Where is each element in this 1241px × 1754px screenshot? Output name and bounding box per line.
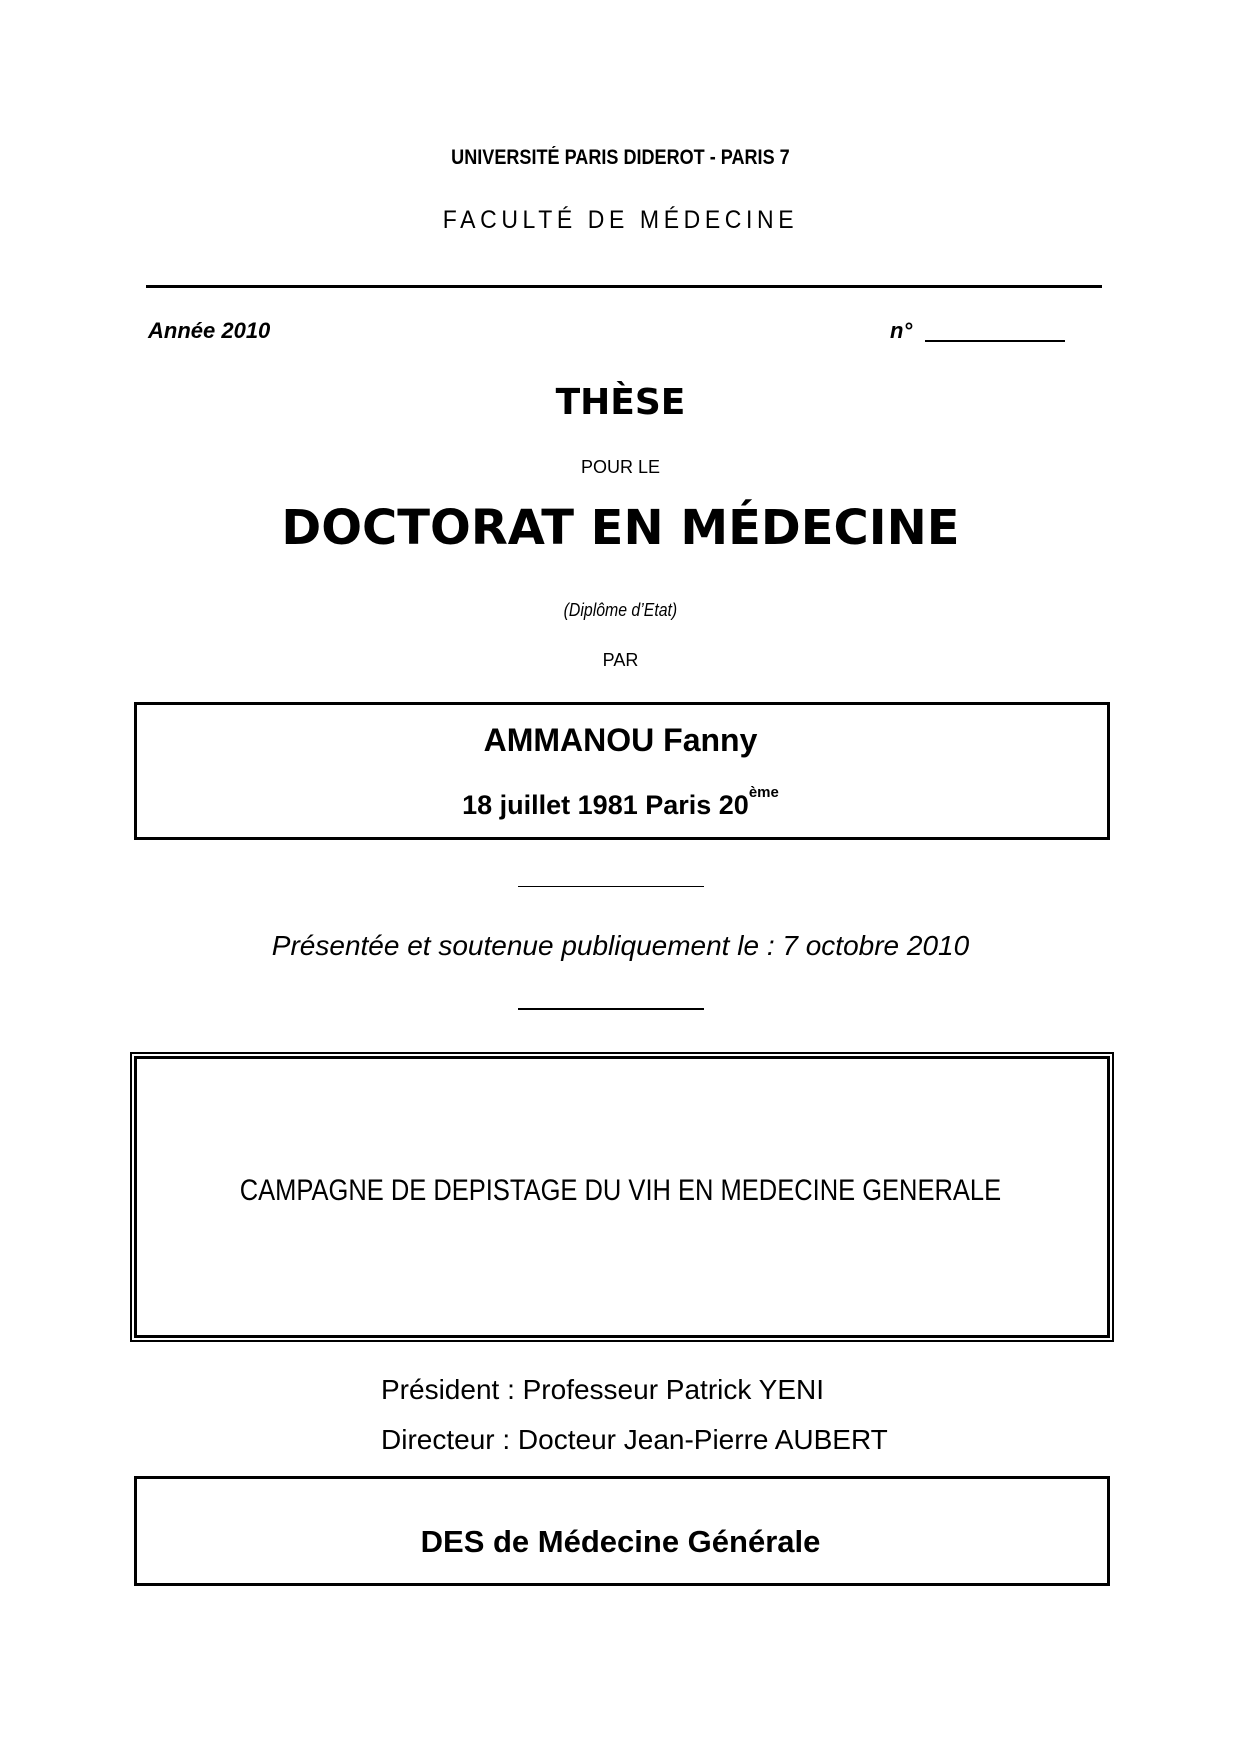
author-name: AMMANOU Fanny: [483, 722, 758, 758]
diploma-note: (Diplôme d’Etat): [563, 600, 678, 620]
par-text: PAR: [602, 650, 639, 670]
des-label: DES de Médecine Générale: [420, 1524, 821, 1559]
jury-director: Directeur : Docteur Jean-Pierre AUBERT: [381, 1424, 888, 1455]
jury-president: Président : Professeur Patrick YENI: [381, 1374, 824, 1405]
degree-title: DOCTORAT EN MÉDECINE: [281, 500, 960, 556]
author-birth-text: 18 juillet 1981 Paris 20: [462, 790, 749, 820]
faculty-name: FACULTÉ DE MÉDECINE: [442, 206, 799, 234]
thesis-number-blank: [925, 340, 1065, 342]
author-birth-suffix: ème: [748, 784, 779, 801]
thesis-year: Année 2010: [148, 318, 271, 343]
header-divider: [146, 285, 1102, 288]
thesis-number-label: n°: [890, 318, 913, 343]
pour-le-text: POUR LE: [580, 457, 661, 477]
separator-line: [518, 886, 704, 887]
university-name: UNIVERSITÉ PARIS DIDEROT - PARIS 7: [451, 146, 790, 169]
thesis-title: CAMPAGNE DE DEPISTAGE DU VIH EN MEDECINE GENERALE: [239, 1174, 1002, 1207]
document-type: THÈSE: [555, 382, 686, 423]
author-birth: [0, 784, 1241, 821]
defense-date: Présentée et soutenue publiquement le : 7 octobre 2010: [271, 930, 970, 961]
separator-line: [518, 1008, 704, 1010]
